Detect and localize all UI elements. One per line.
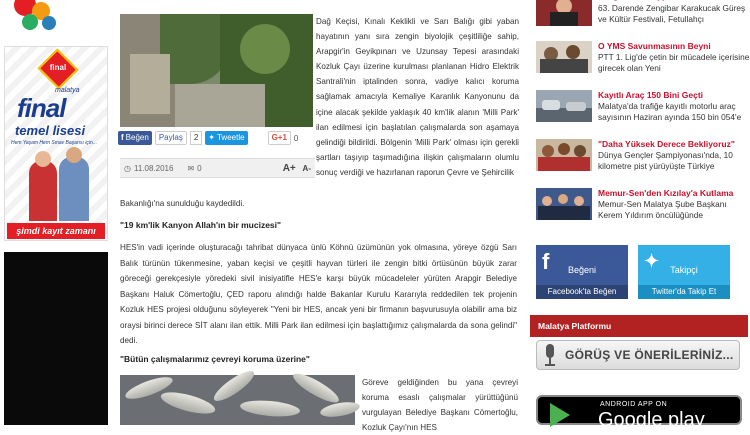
final-school-ad[interactable] (4, 46, 108, 241)
news-desc: 63. Darende Zengibar Karakucak Güreş ve Kültür Festivali, Fetullahçı (598, 3, 746, 24)
ad-badge-green (22, 14, 38, 30)
news-item[interactable] (536, 90, 750, 124)
facebook-icon: f (542, 249, 550, 274)
google-plus-button[interactable]: G+1 (268, 131, 291, 145)
facebook-like-box[interactable] (536, 245, 628, 299)
news-item[interactable] (536, 139, 750, 173)
clock-icon: ◷ (124, 163, 131, 173)
gplus-count: 0 (293, 133, 299, 143)
microphone-icon (543, 344, 557, 366)
gplay-big-text: Google play (598, 409, 705, 431)
news-title[interactable]: Memur-Sen'den Kızılay'a Kutlama (598, 188, 734, 198)
dark-ad-banner[interactable] (4, 252, 108, 425)
news-desc: Dünya Gençler Şampiyonası'nda, 10 kilometre pist yürüyüşte Türkiye (598, 150, 733, 171)
intro-continuation: Bakanlığı'na sunulduğu kaydedildi. (120, 199, 245, 208)
news-title[interactable]: Kayıtlı Araç 150 Bini Geçti (598, 90, 704, 100)
feedback-button[interactable] (536, 340, 740, 370)
news-thumbnail (536, 41, 592, 73)
paragraph-hes: HES'in vadi içerinde oluşturacağı tahribat dünyaca ünlü Köhnü üzümünün yok olmasına, yöreye özgü Sarı Balık türünün tükenmesine, yaban keçisi ve çeşitli hayvan türleri ile zengin bitki örtüsünün büyük zarar göreceği gerekçesiyle yöredeki sivil inisiyatifle HES'e karşı büyük mücadeleler yürüten Arapgir Belediye Başkanı Haluk Cömertoğlu, ÇED raporu alındığı halde Bakanlar Kurulu Kararıyla reddedilen tek projenin Kozluk HES projesi olduğunu söyleyerek "Yeni bir HES, ancak yeni bir firmanın başvurusuyla olabilir ama biz oraysi birinci derece SİT alanı ilan ettik. Milli Park ilan edilmesi için başlattığımız çalışmalarda da sona gelindi" dedi. (120, 243, 517, 345)
subheading-canyon: "19 km'lik Kanyon Allah'ın bir mucizesi" (120, 220, 282, 230)
students-image (23, 151, 93, 221)
ad-slogan: Hem Yaşam Hem Sınav Başarısı için... (11, 140, 97, 146)
ad-school-name: temel lisesi (15, 123, 86, 138)
news-item[interactable] (536, 188, 750, 222)
ad-brand: final (17, 93, 66, 123)
news-thumbnail (536, 188, 592, 220)
article-content (118, 0, 520, 433)
share-bar (118, 130, 316, 146)
subheading-environment: "Bütün çalışmalarımız çevreyi koruma üzerine" (120, 354, 310, 364)
news-title[interactable]: "Daha Yüksek Derece Bekliyoruz" (598, 139, 735, 149)
facebook-icon: f (121, 133, 124, 142)
news-desc: Malatya'da trafiğe kayıtlı motorlu araç sayısının Haziran ayında 150 bin 054'e (598, 101, 742, 122)
news-thumbnail (536, 0, 592, 26)
canyon-photo (120, 14, 313, 127)
facebook-like-button[interactable] (118, 131, 152, 145)
dead-fish-photo (120, 375, 355, 425)
right-sidebar (528, 0, 750, 431)
news-thumbnail (536, 139, 592, 171)
comment-count: 0 (197, 163, 202, 173)
left-ad-column (0, 0, 112, 425)
facebook-share-button[interactable]: Paylaş (155, 131, 187, 145)
google-play-badge[interactable] (536, 395, 742, 431)
fb-like-label: Beğen (125, 133, 149, 142)
platform-section-title: Malatya Platformu (530, 315, 748, 337)
ad-cta: şimdi kayıt zamanı (7, 223, 105, 239)
twitter-label: Takipçi (670, 265, 698, 275)
facebook-label: Beğeni (567, 265, 597, 275)
news-desc: PTT 1. Lig'de çetin bir mücadele içerisine girecek olan Yeni (598, 52, 750, 73)
ad-badge-blue (42, 16, 56, 30)
publish-date: 11.08.2016 (133, 163, 174, 173)
ad-city: malatya (55, 87, 80, 94)
google-play-icon (550, 403, 570, 427)
twitter-bird-icon: ✦ (644, 251, 660, 271)
news-title[interactable]: O YMS Savunmasının Beyni (598, 41, 711, 51)
news-title[interactable] (598, 0, 724, 1)
twitter-bird-icon: ✦ (208, 133, 215, 142)
feedback-label: GÖRÜŞ VE ÖNERİLERİNİZ... (565, 348, 734, 362)
news-desc: Memur-Sen Malatya Şube Başkanı Kerem Yıldırım öncülüğünde (598, 199, 727, 220)
intro-paragraph: Dağ Keçisi, Kınalı Keklikli ve Sarı Balığı gibi yaban hayatının yanı sıra zengin biyolojik çeşitliliğe sahip, Arapgir'in Geyikpınarı ve Uzunsay Tepesi arasındaki Kozluk Çayı üzerine kurulması planlanan Hidro Elektrik Santrali'nin iptalinden sonra, vadiye kalıcı koruma sağlamak amacıyla Kemaliye Karanlık Kanyonunu da içine alacak şekilde yaklaşık 40 km'lik alanın 'Milli Park' ilan edilmesi için başlatılan çalışmalarda son aşamaya gelindiği bildirildi. Bölgenin 'Milli Park' olması için gerekli şartları taşıyıp taşımadığına ilişkin çalışmaların olumlu sonuç verdiği ve hazırlanan raporun Çevre ve Şehircilik (316, 17, 519, 177)
news-item[interactable] (536, 41, 750, 75)
font-decrease-button[interactable]: A- (302, 163, 311, 173)
news-thumbnail (536, 90, 592, 122)
top-ad-banner[interactable] (4, 0, 108, 34)
paragraph-environment: Göreve geldiğinden bu yana çevreyi koruma esaslı çalışmalar yürüttüğünü vurgulayan Belediye Başkanı Cömertoğlu, Kozluk Çayı'nın HES (362, 378, 518, 433)
twitter-follow-link[interactable]: Twitter'da Takip Et (638, 285, 730, 299)
news-item[interactable] (536, 0, 750, 28)
share-count: 2 (190, 131, 202, 145)
facebook-follow-link[interactable]: Facebook'ta Beğen (536, 285, 628, 299)
article-meta-bar (120, 158, 315, 178)
font-increase-button[interactable]: A+ (282, 162, 296, 174)
gplay-small-text: ANDROID APP ON (600, 401, 668, 408)
tweet-label: Tweetle (216, 133, 245, 142)
comment-icon: ✉ (187, 163, 195, 173)
tweet-button[interactable] (205, 131, 247, 145)
final-logo-text: final (49, 63, 67, 72)
twitter-follow-box[interactable] (638, 245, 730, 299)
